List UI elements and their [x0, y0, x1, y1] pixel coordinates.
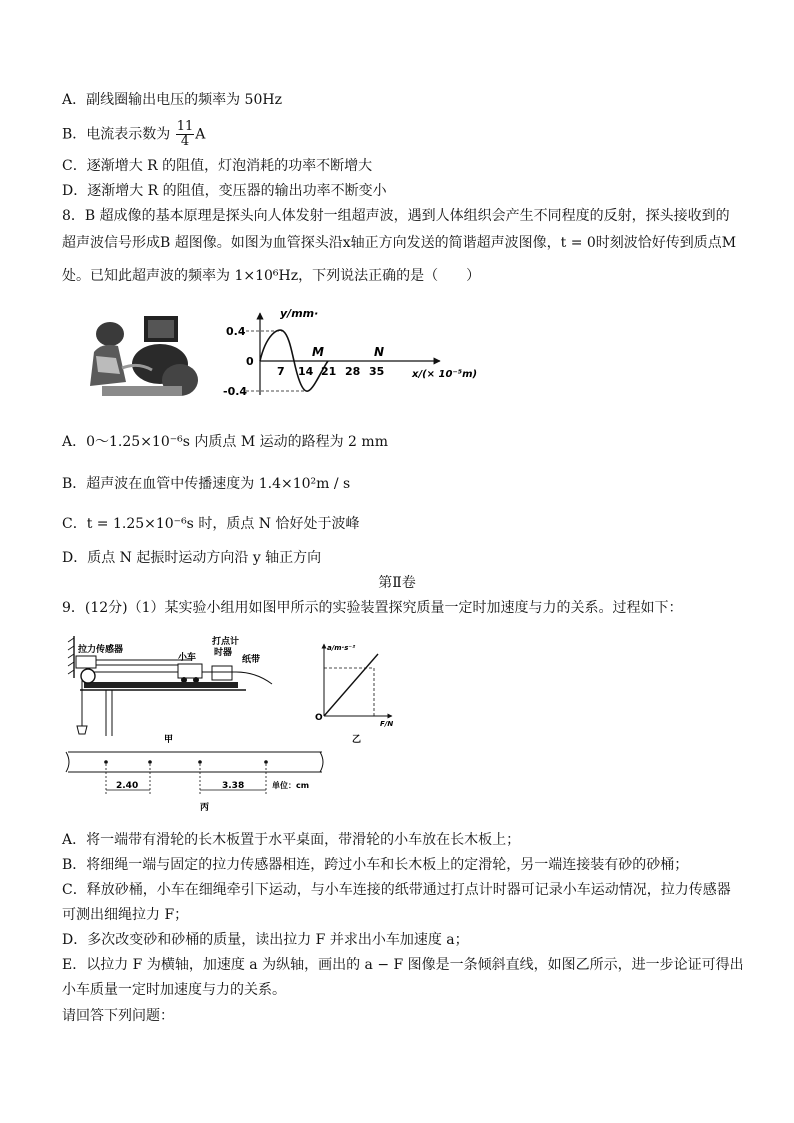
q9-step-e-line2: 小车质量一定时加速度与力的关系。: [62, 982, 286, 998]
point-n-label: N: [374, 345, 385, 359]
q9-step-c-line1: C．释放砂桶，小车在细绳牵引下运动，与小车连接的纸带通过打点计时器可记录小车运动情况，拉力传感器: [62, 882, 731, 898]
y-axis-label: y/mm·: [280, 307, 319, 320]
q8-stem-line2: 超声波信号形成B 超图像。如图为血管探头沿x轴正方向发送的简谐超声波图像，t = 0时刻波恰好传到质点M: [62, 235, 737, 251]
fig-bing-caption: 丙: [200, 803, 210, 813]
apparatus-figure: [66, 632, 286, 744]
q8-stem-line1: 8．B 超成像的基本原理是探头向人体发射一组超声波，遇到人体组织会产生不同程度的反射，探头接收到的: [62, 208, 730, 224]
a-axis-label: a/m·s⁻²: [327, 644, 356, 652]
q9-step-c-line2: 可测出细绳拉力 F；: [62, 907, 189, 923]
q9-prompt: 请回答下列问题：: [62, 1008, 174, 1024]
q8-option-b: B．超声波在血管中传播速度为 1.4×10²m / s: [62, 476, 351, 492]
fig-jia-caption: 甲: [164, 735, 174, 744]
q7-option-c: C．逐渐增大 R 的阻值，灯泡消耗的功率不断增大: [62, 158, 373, 174]
x-axis-label: x/(× 10⁻⁵m): [412, 369, 478, 380]
a-f-line: [324, 654, 378, 716]
f-axis-label: F/N: [380, 720, 394, 728]
wave-graph: [222, 305, 492, 405]
y-tick-bottom: -0.4: [223, 385, 248, 398]
q8-stem-line3: 处。已知此超声波的频率为 1×10⁶Hz，下列说法正确的是（ ）: [62, 268, 481, 284]
point-m-label: M: [312, 345, 324, 359]
tape-unit: 单位：cm: [272, 781, 310, 790]
fraction-denominator: 4: [180, 134, 190, 149]
q7-option-a: A．副线圈输出电压的频率为 50Hz: [62, 92, 282, 108]
q7-option-b-prefix: B．电流表示数为: [62, 126, 171, 143]
q9-step-d: D．多次改变砂和砂桶的质量，读出拉力 F 并求出小车加速度 a；: [62, 932, 469, 948]
x-tick-7: 7: [277, 365, 285, 378]
tape-distance-1: 2.40: [116, 781, 139, 791]
x-tick-35: 35: [369, 365, 385, 378]
q8-option-d: D．质点 N 起振时运动方向沿 y 轴正方向: [62, 550, 322, 566]
fraction-numerator: 11: [176, 119, 194, 134]
q8-option-a: A．0～1.25×10⁻⁶s 内质点 M 运动的路程为 2 mm: [62, 434, 388, 450]
q7-option-b-unit: A: [195, 126, 206, 143]
x-tick-21: 21: [321, 365, 337, 378]
x-tick-14: 14: [298, 365, 314, 378]
y-tick-zero: 0: [246, 355, 254, 368]
q7-option-b-fraction: [176, 120, 195, 149]
sensor-label: 拉力传感器: [78, 645, 124, 655]
timer-label-2: 时器: [214, 648, 233, 658]
q9-intro: 9．(12分)（1）某实验小组用如图甲所示的实验装置探究质量一定时加速度与力的关系。过程如下：: [62, 600, 683, 616]
q9-step-a: A．将一端带有滑轮的长木板置于水平桌面，带滑轮的小车放在长木板上；: [62, 832, 521, 848]
tape-distance-2: 3.38: [222, 781, 245, 791]
section-title: 第Ⅱ卷: [378, 575, 416, 591]
q7-option-d: D．逐渐增大 R 的阻值，变压器的输出功率不断变小: [62, 183, 387, 199]
timer-label-1: 打点计: [212, 637, 240, 647]
q8-option-c: C．t = 1.25×10⁻⁶s 时，质点 N 恰好处于波峰: [62, 516, 360, 532]
y-tick-top: 0.4: [226, 325, 246, 338]
ultrasound-photo: [82, 312, 202, 404]
origin-label: O: [315, 713, 323, 723]
q7-option-b: [62, 120, 205, 149]
a-f-graph: [308, 640, 408, 746]
paper-tape-figure: [64, 748, 328, 814]
cart-label: 小车: [178, 653, 197, 663]
fig-yi-caption: 乙: [352, 735, 362, 745]
q9-step-b: B．将细绳一端与固定的拉力传感器相连，跨过小车和长木板上的定滑轮，另一端连接装有砂的砂桶；: [62, 857, 689, 873]
tape-label: 纸带: [242, 655, 261, 665]
x-tick-28: 28: [345, 365, 361, 378]
q9-step-e-line1: E．以拉力 F 为横轴，加速度 a 为纵轴，画出的 a − F 图像是一条倾斜直线，如图乙所示，进一步论证可得出: [62, 957, 744, 973]
